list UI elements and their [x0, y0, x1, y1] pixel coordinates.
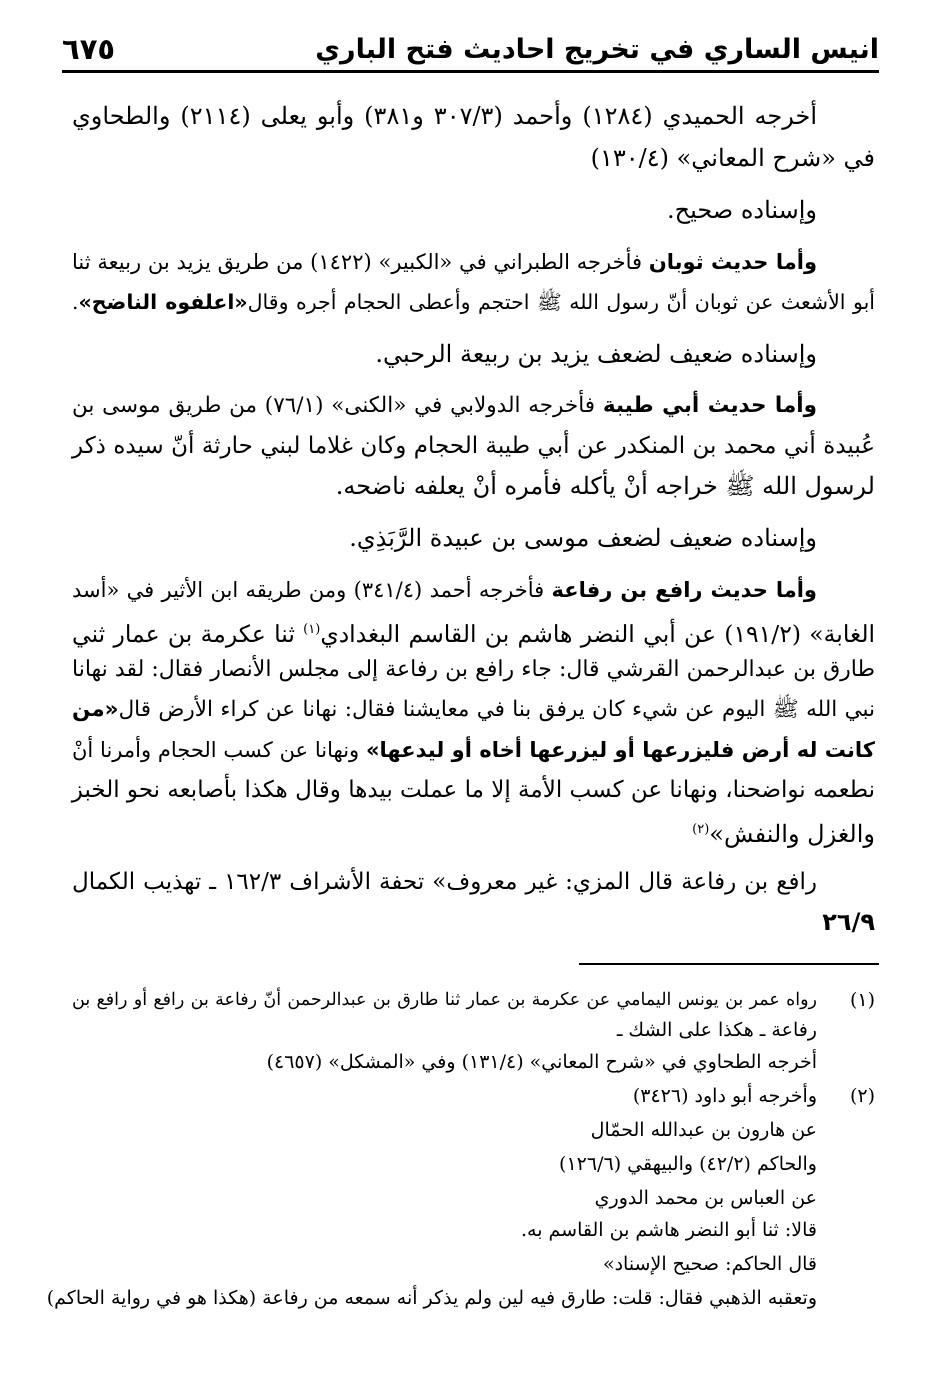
- footnote-1-line-3: أخرجه الطحاوي في «شرح المعاني» (١٣١/٤) وفي «المشكل» (٤٦٥٧): [266, 1051, 817, 1073]
- paragraph-8-line-1: رافع بن رفاعة قال المزي: غير معروف» تحفة الأشراف ١٦٢/٣ ـ تهذيب الكمال: [72, 869, 817, 895]
- hadith-rafi-heading: وأما حديث رافع بن رفاعة: [551, 578, 817, 602]
- footnote-2-line-7: وتعقبه الذهبي فقال: قلت: طارق فيه لين ولم يذكر أنه سمعه من رفاعة (هكذا هو في رواية الحاكم): [46, 1287, 817, 1309]
- footnote-2-line-3: والحاكم (٤٢/٢) والبيهقي (١٢٦/٦): [559, 1153, 817, 1175]
- footnote-1-line-2: رفاعة ـ هكذا على الشك ـ: [616, 1019, 817, 1041]
- footnote-2-line-6: قال الحاكم: صحيح الإسناد»: [602, 1253, 817, 1275]
- footnote-2-line-2: عن هارون بن عبدالله الحمّال: [590, 1119, 817, 1141]
- paragraph-8-line-2: ٢٦/٩: [822, 908, 875, 936]
- paragraph-6: وإسناده ضعيف لضعف موسى بن عبيدة الرَّبَذِي.: [349, 524, 817, 552]
- paragraph-3-line-2: أبو الأشعث عن ثوبان أنّ رسول الله ﷺ احتجم وأعطى الحجام أجره وقال«اعلفوه الناضح».: [72, 290, 875, 314]
- paragraph-4: وإسناده ضعيف لضعف يزيد بن ربيعة الرحبي.: [375, 340, 817, 368]
- paragraph-3-line-1: وأما حديث ثوبان فأخرجه الطبراني في «الكبير» (١٤٢٢) من طريق يزيد بن ربيعة ثنا: [72, 250, 818, 274]
- paragraph-5-line-2: عُبيدة أني محمد بن المنكدر عن أبي طيبة الحجام وكان غلاما لبني حارثة أنّ سيده ذكر: [72, 433, 875, 459]
- footnote-1-line-1: رواه عمر بن يونس اليمامي عن عكرمة بن عمار ثنا طارق بن عبدالرحمن أنّ رفاعة بن رافع أو رافع بن: [72, 990, 817, 1010]
- hadith-abu-tayba-heading: وأما حديث أبي طيبة: [602, 393, 818, 418]
- running-title: انيس الساري في تخريج احاديث فتح الباري: [315, 34, 879, 65]
- paragraph-7-line-5: كانت له أرض فليزرعها أو ليزرعها أخاه أو ليدعها» ونهانا عن كسب الحجام وأمرنا أنْ: [72, 738, 875, 762]
- paragraph-1-line-1: أخرجه الحميدي (١٢٨٤) وأحمد (٣٠٧/٣ و٣٨١) وأبو يعلى (٢١١٤) والطحاوي: [72, 102, 818, 130]
- hadith-thawban-heading: وأما حديث ثوبان: [648, 250, 818, 274]
- page-header: [62, 26, 879, 73]
- footnote-2-number: (٢): [849, 1085, 875, 1107]
- paragraph-7-line-7: والغزل والنفش»$^{(٢)}$: [692, 820, 875, 848]
- footnote-separator: [579, 963, 879, 965]
- paragraph-7-line-1: وأما حديث رافع بن رفاعة فأخرجه أحمد (٣٤١/٤) ومن طريقه ابن الأثير في «أسد: [72, 578, 817, 602]
- footnote-2-line-4: عن العباس بن محمد الدوري: [594, 1187, 817, 1209]
- footnote-ref-2[interactable]: (٢): [692, 822, 710, 837]
- paragraph-7-line-6: نطعمه نواضحنا، ونهانا عن كسب الأمة إلا ما عملت بيدها وقال هكذا بأصابعه نحو الخبز: [71, 777, 875, 803]
- footnote-ref-1[interactable]: (١): [303, 622, 321, 637]
- paragraph-5-line-1: وأما حديث أبي طيبة فأخرجه الدولابي في «الكنى» (٧٦/١) من طريق موسى بن: [72, 393, 818, 418]
- footnote-1-number: (١): [849, 989, 875, 1011]
- paragraph-2: وإسناده صحيح.: [666, 196, 817, 224]
- footnote-2-line-5: قالا: ثنا أبو النضر هاشم بن القاسم به.: [520, 1219, 817, 1241]
- paragraph-7-line-3: طارق بن عبدالرحمن القرشي قال: جاء رافع بن رفاعة إلى مجلس الأنصار فقال: لقد نهانا: [72, 657, 875, 682]
- paragraph-7-line-2: الغابة» (١٩١/٢) عن أبي النضر هاشم بن القاسم البغدادي$^{(١)}$ ثنا عكرمة بن عمار ثني: [72, 619, 876, 648]
- paragraph-5-line-3: لرسول الله ﷺ خراجه أنْ يأكله فأمره أنْ يعلفه ناضحه.: [335, 472, 875, 500]
- page-number: ٦٧٥: [62, 32, 116, 66]
- footnote-2-line-1: وأخرجه أبو داود (٣٤٢٦): [632, 1085, 817, 1107]
- paragraph-1-line-2: في «شرح المعاني» (١٣٠/٤): [590, 144, 875, 172]
- paragraph-7-line-4: نبي الله ﷺ اليوم عن شيء كان يرفق بنا في معايشنا فقال: نهانا عن كراء الأرض قال«من: [72, 697, 875, 722]
